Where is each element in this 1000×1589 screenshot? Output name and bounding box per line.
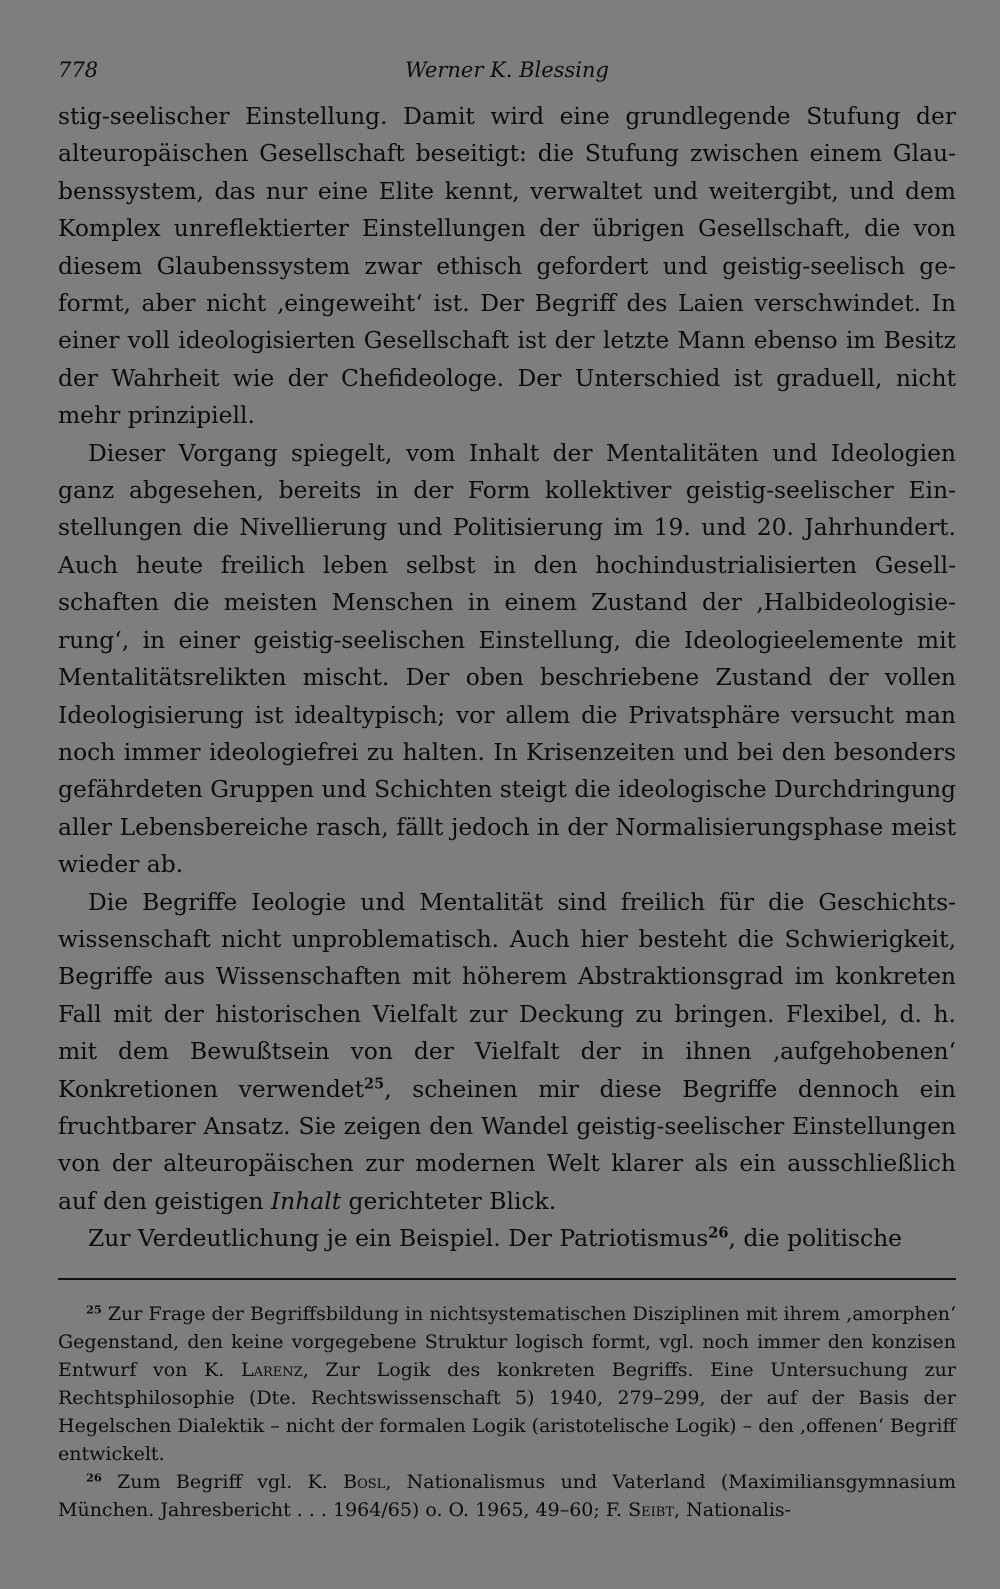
document-page xyxy=(58,58,956,1524)
footnotes xyxy=(58,1300,956,1524)
footnote-26-author-2: Seibt xyxy=(628,1498,674,1521)
footnote-ref-25: 25 xyxy=(364,1074,385,1092)
footnote-26 xyxy=(58,1468,956,1524)
italic-word-inhalt: Inhalt xyxy=(270,1186,342,1215)
paragraph-3-text-c: gerichteter Blick. xyxy=(341,1186,557,1215)
body-text xyxy=(58,98,956,1258)
footnote-25-text-b: , Zur Logik des konkreten Begriffs. Eine Untersuchung zur Rechtsphilosophie (Dte. Rechtswissenschaft 5) 1940, 279–299, der auf der Basis der Hegelschen Dialektik – nicht der formalen Logik (aristotelische Logik) – den ‚offenen‘ Begriff entwickelt. xyxy=(58,1358,956,1465)
page-number: 778 xyxy=(58,58,99,82)
paragraph-1: stig-seelischer Einstellung. Damit wird eine grundlegende Stufung der alteuropäischen Gesellschaft beseitigt: die Stufung zwischen einem Glaubenssystem, das nur eine Elite kennt, verwaltet und weitergibt, und dem Komplex unreflektierter Einstellungen der übrigen Gesellschaft, die von diesem Glaubenssystem zwar ethisch gefordert und geistig-seelisch geformt, aber nicht ‚eingeweiht‘ ist. Der Begriff des Laien verschwindet. In einer voll ideologisierten Gesellschaft ist der letzte Mann ebenso im Besitz der Wahrheit wie der Chefideologe. Der Unterschied ist graduell, nicht mehr prinzipiell. xyxy=(58,102,956,430)
paragraph-2: Dieser Vorgang spiegelt, vom Inhalt der Mentalitäten und Ideologien ganz abgesehen, bereits in der Form kollektiver geistig-seelischer Einstellungen die Nivellierung und Politisierung im 19. und 20. Jahrhundert. Auch heute freilich leben selbst in den hochindustrialisierten Gesellschaften die meisten Menschen in einem Zustand der ‚Halbideologisierung‘, in einer geistig-seelischen Einstellung, die Ideologieelemente mit Mentalitätsrelikten mischt. Der oben beschriebene Zustand der vollen Ideologisierung ist idealtypisch; vor allem die Privatsphäre versucht man noch immer ideologiefrei zu halten. In Krisenzeiten und bei den besonders gefährdeten Gruppen und Schichten steigt die ideologische Durchdringung aller Lebensbereiche rasch, fällt jedoch in der Normalisierungsphase meist wieder ab. xyxy=(58,438,956,879)
footnote-26-text-c: , Nationalis- xyxy=(674,1498,792,1521)
footnote-26-author-1: Bosl xyxy=(343,1470,386,1493)
paragraph-3-text-a: Die Begriffe Ieologie und Mentalität sind freilich für die Geschichtswissenschaft nicht unproblematisch. Auch hier besteht die Schwierigkeit, Begriffe aus Wissenschaften mit höherem Abstraktionsgrad im konkreten Fall mit der historischen Vielfalt zur Deckung zu bringen. Flexibel, d. h. mit dem Bewußtsein von der Vielfalt der in ihnen ‚aufgehobenen‘ Konkretionen verwendet xyxy=(58,887,956,1103)
footnote-25-text-a: Zur Frage der Begriffsbildung in nichtsystematischen Disziplinen mit ihrem ‚amorphen‘ Gegenstand, den keine vorgegebene Struktur logisch formt, vgl. noch immer den konzisen Entwurf von K. xyxy=(58,1302,956,1381)
footnote-26-mark: 26 xyxy=(86,1470,102,1485)
footnote-ref-26: 26 xyxy=(708,1224,729,1242)
footnote-25-author: Larenz xyxy=(241,1358,303,1381)
footnote-25-mark: 25 xyxy=(86,1302,102,1317)
paragraph-4 xyxy=(58,1220,956,1257)
paragraph-3-text-b: , scheinen mir diese Begriffe dennoch ein fruchtbarer Ansatz. Sie zeigen den Wandel geistig-seelischer Einstellungen von der alteuropäischen zur modernen Welt klarer als ein ausschließlich auf den geistigen xyxy=(58,1074,956,1215)
paragraph-4-text-a: Zur Verdeutlichung je ein Beispiel. Der Patriotismus xyxy=(88,1224,709,1253)
footnote-26-text-a: Zum Begriff vgl. K. xyxy=(117,1470,344,1493)
paragraph-3 xyxy=(58,884,956,1221)
footnote-25 xyxy=(58,1300,956,1468)
running-head-author: Werner K. Blessing xyxy=(405,58,609,82)
paragraph-4-text-b: , die politische xyxy=(728,1224,902,1253)
footnote-divider xyxy=(58,1278,956,1280)
running-head xyxy=(58,58,956,98)
footnote-26-text-b: , Nationalismus und Vaterland (Maximiliansgymnasium München. Jahresbericht . . . 1964/65) o. O. 1965, 49–60; F. xyxy=(58,1470,956,1521)
